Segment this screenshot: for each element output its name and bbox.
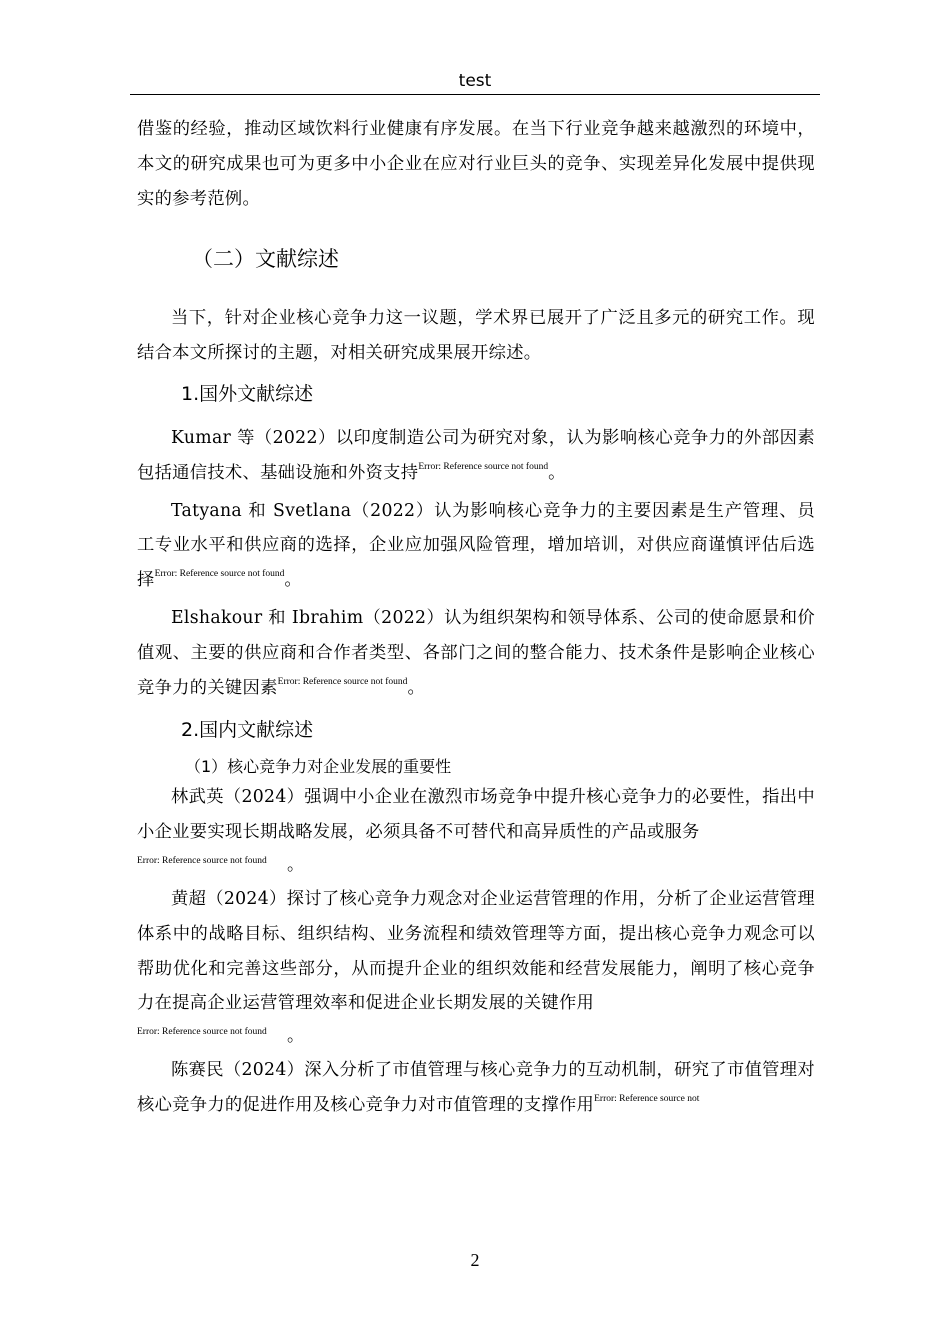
citation-period: 。 [287, 1026, 304, 1047]
subheading-foreign-literature: 1.国外文献综述 [181, 382, 314, 405]
citation-period: 。 [284, 570, 302, 591]
paragraph-1-text: 借鉴的经验，推动区域饮料行业健康有序发展。在当下行业竞争越来越激烈的环境中，本文的研究成果也可为更多中小企业在应对行业巨头的竞争、实现差异化发展中提供现实的参考范例。 [137, 119, 815, 209]
subheading-core-competence-importance: （1）核心竞争力对企业发展的重要性 [185, 757, 452, 777]
citation-error: Error: Reference source not found [137, 1027, 267, 1038]
paragraph-4-text: Tatyana 和 Svetlana（2022）认为影响核心竞争力的主要因素是生产管理、员工专业水平和供应商的选择，企业应加强风险管理，增加培训，对供应商谨慎评估后选择 [137, 500, 815, 591]
paragraph-5-text: Elshakour 和 Ibrahim（2022）认为组织架构和领导体系、公司的使命愿景和价值观、主要的供应商和合作者类型、各部门之间的整合能力、技术条件是影响企业核心竞争力的关键因素 [137, 607, 815, 698]
citation-line [137, 1021, 815, 1051]
citation-error: Error: Reference source not found [418, 461, 549, 472]
paragraph-2 [137, 301, 815, 371]
citation-error: Error: Reference source not found [277, 676, 408, 687]
citation-error: Error: Reference source not found [154, 569, 285, 580]
paragraph-6-text: 林武英（2024）强调中小企业在激烈市场竞争中提升核心竞争力的必要性，指出中小企业要实现长期战略发展，必须具备不可替代和高异质性的产品或服务 [137, 787, 815, 843]
section-heading-literature-review: （二）文献综述 [192, 247, 339, 272]
citation-period: 。 [407, 677, 426, 698]
paragraph-3 [137, 421, 815, 491]
paragraph-2-text: 当下，针对企业核心竞争力这一议题，学术界已展开了广泛且多元的研究工作。现结合本文所探讨的主题，对相关研究成果展开综述。 [137, 308, 815, 364]
header-rule [130, 94, 820, 95]
paragraph-3-text: Kumar 等（2022）以印度制造公司为研究对象，认为影响核心竞争力的外部因素包括通信技术、基础设施和外资支持 [137, 427, 815, 483]
page-header: test [458, 71, 492, 91]
document-body [137, 112, 815, 1123]
citation-error: Error: Reference source not found [137, 855, 267, 866]
paragraph-7-text: 黄超（2024）探讨了核心竞争力观念对企业运营管理的作用，分析了企业运营管理体系中的战略目标、组织结构、业务流程和绩效管理等方面，提出核心竞争力观念可以帮助优化和完善这些部分，从而提升企业的组织效能和经营发展能力，阐明了核心竞争力在提高企业运营管理效率和促进企业长期发展的关键作用 [137, 888, 815, 1014]
subheading-domestic-literature: 2.国内文献综述 [181, 719, 314, 742]
paragraph-1 [137, 112, 815, 216]
citation-period: 。 [548, 462, 566, 483]
paragraph-4 [137, 494, 815, 598]
citation-error-truncated: Error: Reference source not [594, 1093, 700, 1104]
paragraph-8 [137, 1053, 815, 1123]
paragraph-8-text: 陈赛民（2024）深入分析了市值管理与核心竞争力的互动机制，研究了市值管理对核心竞争力的促进作用及核心竞争力对市值管理的支撑作用 [137, 1060, 815, 1115]
citation-line [137, 850, 815, 880]
paragraph-6 [137, 780, 815, 850]
paragraph-5 [137, 601, 815, 705]
citation-period: 。 [287, 854, 304, 875]
page-number: 2 [470, 1250, 480, 1270]
paragraph-7 [137, 882, 815, 1021]
